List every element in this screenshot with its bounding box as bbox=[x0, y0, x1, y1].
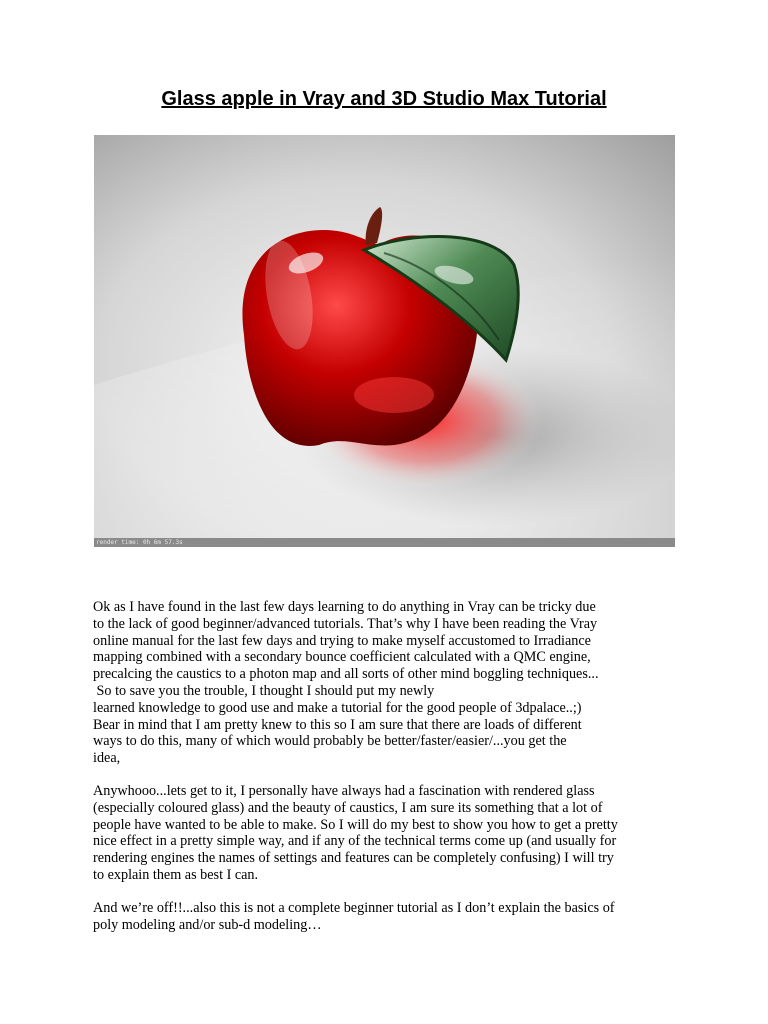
render-time-caption: render time: 0h 6m 57.3s bbox=[94, 538, 675, 547]
paragraph bbox=[93, 900, 693, 934]
paragraph bbox=[93, 783, 693, 884]
body-text bbox=[93, 599, 693, 949]
text-line: poly modeling and/or sub-d modeling… bbox=[93, 916, 322, 933]
text-line: Anywhooo...lets get to it, I personally have always had a fascination with rendered glass bbox=[93, 782, 595, 799]
text-line: Bear in mind that I am pretty knew to this so I am sure that there are loads of different bbox=[93, 716, 582, 733]
text-line: people have wanted to be able to make. So I will do my best to show you how to get a pretty bbox=[93, 816, 618, 833]
text-line: (especially coloured glass) and the beauty of caustics, I am sure its something that a lot of bbox=[93, 799, 603, 816]
text-line: online manual for the last few days and trying to make myself accustomed to Irradiance bbox=[93, 632, 591, 649]
text-line: ways to do this, many of which would probably be better/faster/easier/...you get the bbox=[93, 733, 567, 750]
text-line: Ok as I have found in the last few days learning to do anything in Vray can be tricky due bbox=[93, 599, 596, 615]
text-line: So to save you the trouble, I thought I should put my newly bbox=[93, 682, 435, 699]
text-line: to explain them as best I can. bbox=[93, 866, 259, 883]
glass-apple-illustration bbox=[94, 135, 675, 547]
text-line: learned knowledge to good use and make a tutorial for the good people of 3dpalace..;) bbox=[93, 699, 582, 716]
text-line: mapping combined with a secondary bounce coefficient calculated with a QMC engine, bbox=[93, 649, 591, 666]
text-line: nice effect in a pretty simple way, and if any of the technical terms come up (and usually for bbox=[93, 833, 617, 850]
document-title: Glass apple in Vray and 3D Studio Max Tutorial bbox=[161, 88, 607, 110]
paragraph bbox=[93, 599, 693, 767]
text-line: rendering engines the names of settings and features can be completely confusing) I will try bbox=[93, 850, 614, 867]
text-line: precalcing the caustics to a photon map and all sorts of other mind boggling techniques... bbox=[93, 666, 599, 683]
glass-apple-render-image bbox=[94, 135, 675, 547]
text-line: And we’re off!!...also this is not a complete beginner tutorial as I don’t explain the basics of bbox=[93, 899, 615, 916]
text-line: idea, bbox=[93, 750, 121, 767]
text-line: to the lack of good beginner/advanced tutorials. That’s why I have been reading the Vray bbox=[93, 615, 598, 632]
